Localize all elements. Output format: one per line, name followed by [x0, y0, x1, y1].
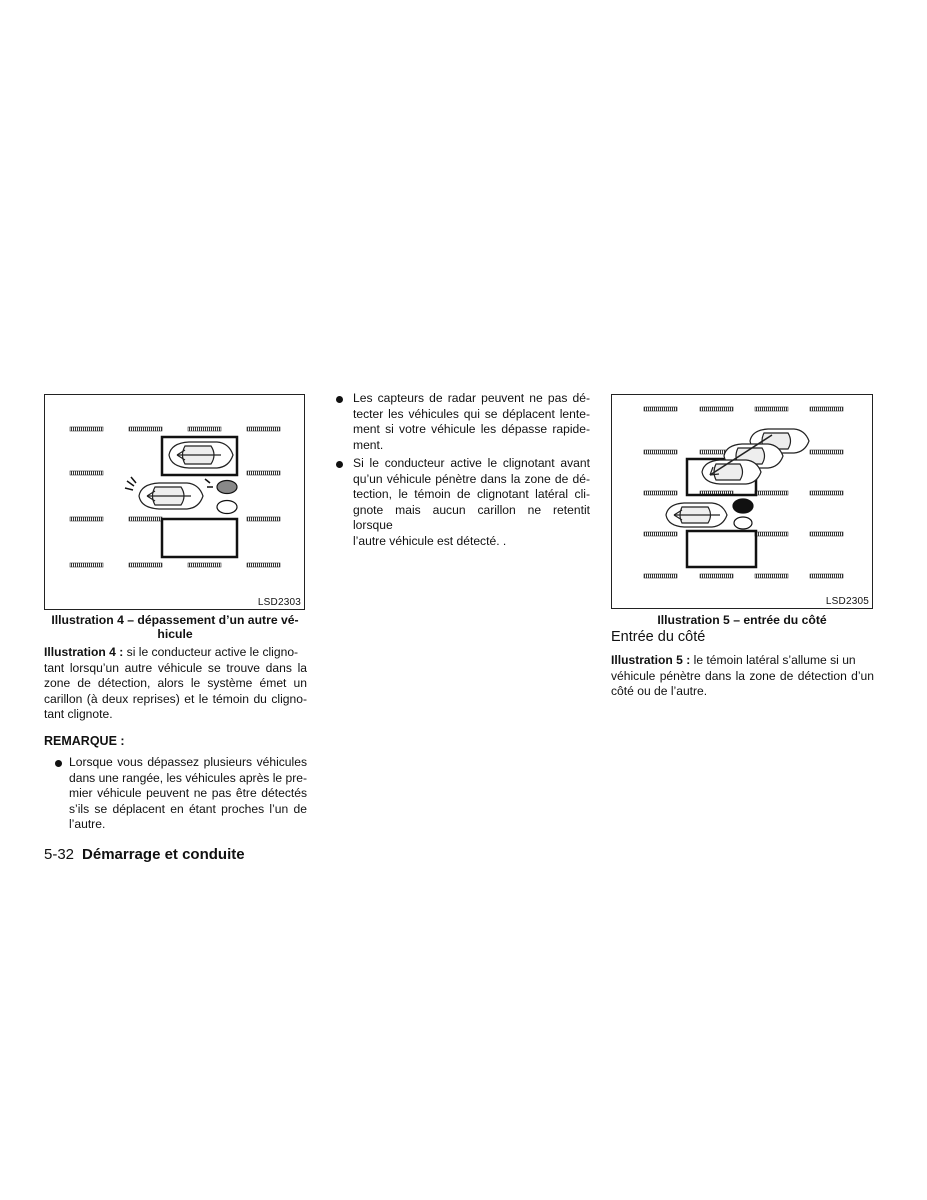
page-number: 5-32 [44, 846, 75, 863]
other-car-icon [169, 442, 233, 468]
paragraph-lead: Illustration 5 : [611, 653, 691, 667]
bullet-line: l’autre. [69, 817, 106, 832]
note-title: REMARQUE : [44, 734, 125, 748]
bullet-line: mier véhicule peuvent ne pas être détectés [69, 786, 307, 801]
bullet-line: Lorsque vous dépassez plusieurs véhicules [69, 755, 307, 769]
bullet-text [353, 456, 590, 550]
paragraph-lead: Illustration 4 : [44, 645, 124, 659]
bullet-dot-icon [336, 396, 343, 403]
detection-zone-lower [687, 531, 756, 567]
bullet-line: qu’un véhicule pénètre dans la zone de dé- [353, 471, 590, 486]
bullet-line: dans une rangée, les véhicules après le pre- [69, 770, 307, 785]
lane-markings [644, 407, 843, 578]
side-indicator-off-icon [217, 501, 237, 514]
paragraph-illustration-5 [611, 653, 874, 700]
paragraph-line: véhicule pénètre dans la zone de détection d’un [611, 668, 874, 683]
bullet-dot-icon [55, 760, 62, 767]
figure-code: LSD2305 [825, 596, 869, 607]
section-title: Démarrage et conduite [82, 846, 245, 863]
paragraph-illustration-4 [44, 645, 307, 723]
paragraph-line: tant clignote. [44, 707, 113, 722]
caption-line: hicule [157, 627, 193, 641]
bullet-dot-icon [336, 461, 343, 468]
bullet-text [69, 755, 307, 833]
paragraph-line: zone de détection, alors le système émet un [44, 676, 307, 691]
bullet-line: s’ils se déplacent en étant proches l’un de [69, 801, 307, 816]
page-footer [44, 846, 245, 863]
side-entry-diagram [612, 395, 872, 608]
figure-caption: Illustration 5 – entrée du côté [657, 613, 827, 627]
bullet-line: Les capteurs de radar peuvent ne pas dé- [353, 391, 590, 405]
detection-zone-lower [162, 519, 237, 557]
bullet-line: tection, le témoin de clignotant latéral cli- [353, 487, 590, 502]
section-heading: Entrée du côté [611, 629, 706, 645]
paragraph-line [44, 645, 307, 661]
side-indicator-lit-icon [217, 481, 237, 494]
caption-line: Illustration 4 – dépassement d’un autre vé- [51, 613, 299, 627]
entering-car-icon [702, 429, 809, 484]
own-car-icon [139, 483, 203, 509]
bullet-line: Si le conducteur active le clignotant avant [353, 456, 590, 470]
bullet-line: l’autre véhicule est détecté. . [353, 533, 507, 548]
paragraph-text: le témoin latéral s’allume si un [690, 653, 856, 667]
paragraph-line: côté ou de l’autre. [611, 684, 708, 699]
bullet-line: gnote mais aucun carillon ne retentit lorsque [353, 502, 590, 533]
side-indicator-lit-icon [733, 499, 753, 513]
side-indicator-off-icon [734, 517, 752, 529]
paragraph-line: tant lorsqu’un autre véhicule se trouve dans la [44, 660, 307, 675]
figure-caption [44, 613, 306, 641]
bullet-line: ment si votre véhicule les dépasse rapide- [353, 422, 590, 437]
bullet-text [353, 391, 590, 453]
own-car-icon [666, 503, 727, 527]
bullet-line: tecter les véhicules qui se déplacent lente- [353, 406, 590, 421]
figure-illustration-4 [44, 394, 305, 610]
paragraph-line [611, 653, 874, 669]
figure-illustration-5 [611, 394, 873, 609]
paragraph-line: carillon (à deux reprises) et le témoin du cligno- [44, 691, 307, 706]
overtaking-diagram [45, 395, 304, 609]
bullet-line: ment. [353, 437, 384, 452]
figure-code: LSD2303 [257, 597, 301, 608]
paragraph-text: si le conducteur active le cligno- [123, 645, 299, 659]
